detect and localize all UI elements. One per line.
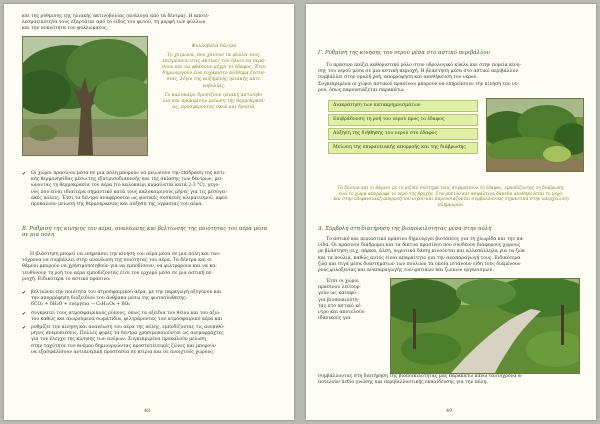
section-g-paragraph — [318, 63, 580, 94]
note-line: σουν και να φθάσουν μέχρι το έδαφος. Έτσι — [161, 65, 267, 71]
tree-photo-illustration — [23, 37, 147, 155]
text-line: ζώα και σιγά μέσα διαστημάτων των πουλιών τα οποία ιστάνουν είδη τους διαμένουν — [318, 261, 521, 267]
left-page — [4, 4, 294, 420]
note-line: σιάς, λόγω της αυξημένης ηλιακής ακτι- — [166, 77, 262, 83]
effect-item: Μείωση της επιφανειακής απορροής και της διάβρωσης — [328, 142, 478, 154]
text-line: με βλάστηση (π.χ. πάρκα, άλση, αγροτικά δάση) κινούνται και αλλεπάλληλα για τα ζώα — [318, 249, 525, 255]
text-line: τας στο αστικό κέ- — [318, 303, 363, 309]
text-line: ώνοντας τη θερμοκρασία του αέρα (το καλοκαίρι κυμαίνεται κατά 2-3 °C), γεγο- — [31, 183, 220, 189]
text-line: Το πράσινο παίζει καθοριστικό ρόλο στον υδρολογικό κύκλο και στην πορεία κίνη- — [326, 63, 521, 68]
text-line: Οι χώροι πρασίνου μέσα σε μια πόλη μπορούν να μειώσουν την επίδραση της αστι- — [31, 171, 226, 176]
note-line: λία και προκαλούν μείωση της θερμοκρασί- — [162, 98, 266, 104]
park-path-photo — [390, 278, 580, 374]
text-line: Έτσι οι χώροι — [326, 279, 359, 284]
caption-line: πλημμυρών. — [437, 202, 465, 208]
section-b-bullets — [22, 290, 278, 356]
text-line: ακές πόλεις. Έτσι τα δέντρα αναφέρονται ως φυσικές συσκευές κλιματισμού, αφού — [31, 195, 228, 201]
right-page — [306, 4, 596, 420]
text-line: πρασίνου λειτουρ- — [318, 285, 362, 291]
note-line: δημιουργούν ένα ευχάριστο αίσθημα ζεστα- — [162, 71, 266, 77]
text-line: και της ρύθμισης της ηλιακής ακτινοβολίας (ανάλογα από τα δέντρα). Η αποτε- — [22, 14, 210, 19]
text-line: ντρο και αποτελούν — [318, 310, 365, 316]
caption-line: και στην επιφανειακή απορροή του νερού και παρουσιάζονται συμβάλλοντας σημαντικά στην υπερχείλιση — [333, 197, 569, 203]
text-line: τευθύνουν τη ροή του αέρα εμποδίζοντας έτσι τον ερχομό μέσα σε μια αστική πε- — [22, 270, 213, 276]
section-d-tail — [318, 374, 580, 386]
intro-paragraph — [22, 14, 278, 33]
section-d-wrap-text — [318, 279, 386, 322]
text-line: και την πυκνότητα του φυλλώματος. — [22, 26, 108, 32]
text-line: για βιοποικιλότη- — [318, 297, 360, 303]
section-b-heading — [22, 226, 280, 238]
water-effects-list — [328, 100, 478, 156]
text-line: τόχρονα να συμβάλλει στην ανανέωση της ποιότητας του αέρα. Τα δέντρα και οι — [22, 258, 212, 264]
text-line: νός που είναι ιδιαίτερα σημαντικό κατά τους καλοκαιρινούς μήνες για τις μεσογει- — [31, 189, 228, 195]
bullet-pollutants: ✔ συγκρατεί τους ατμοσφαιρικούς ρύπους, όπως τα οξείδια του θείου και του αζώ- του καθώς και αιωρούμενα σωματίδια, φιλτράροντας τον ατμοσφαιρικό αέρα και — [22, 311, 278, 323]
page-number: 49 — [446, 408, 453, 414]
note-line: νοβολίας. — [202, 83, 226, 89]
text-line: ιδανικούς για — [318, 316, 351, 322]
heading-line: Δ. Συμβολή στη διατήρηση της βιοποικιλότητας μέσα στην πόλη — [318, 226, 492, 232]
water-caption — [318, 186, 584, 208]
text-line: λεσματικότητα τους εξαρτάται από το είδος του φυτού, τη μορφή των φύλλων — [22, 20, 206, 26]
effect-item: Αύξηση της διήθησης του νερού στο έδαφος — [328, 128, 478, 140]
bullet-cooling — [22, 171, 278, 208]
page-number: 48 — [144, 408, 151, 414]
heading-line: σε μια πόλη — [22, 232, 55, 238]
text-line: Η βλάστηση μπορεί να επηρεάσει την κίνηση του αέρα μέσα σε μια πόλη και ταυ- — [30, 252, 221, 257]
effect-item: Διακράτηση των κατακρημνισμάτων — [328, 100, 478, 112]
tree-photo — [22, 36, 148, 156]
text-line: ρού, όπως παρουσιάζεται παρακάτω: — [318, 87, 405, 93]
text-line: ριοχή. Ειδικότερα το αστικό πράσινο: — [22, 276, 111, 282]
heading-line: Β. Ρύθμιση της κίνησης του αέρα, ανανέωσης και βελτίωσης της ποιότητας του αέρα μέσα — [22, 226, 268, 232]
text-line: προκαλούν μείωση της θερμοκρασίας και αύξηση της υγρασίας του αέρα. — [31, 202, 203, 208]
effect-item: Επιβράδυνση τη ροή του νερού προς το έδαφος — [328, 114, 478, 126]
section-g-heading — [318, 50, 580, 56]
text-line: νίδα. Οι πράσινοι διάδρομοι και τα δίκτυα πρασίνου που συνδέουν διάφορους χώρους — [318, 243, 521, 249]
text-line: Συγκεκριμένα οι χώροι αστικού πρασίνου μπορούν να επηρεάσουν την κίνηση του νε- — [318, 81, 519, 87]
deciduous-trees-note — [152, 44, 276, 111]
section-d-heading — [318, 226, 580, 232]
text-line: ποτελούν πεδίο γνώσης και περιβαλλοντικής εκπαίδευσης για την πόλη. — [318, 380, 488, 386]
text-line: θάμνοι μπορούν να χρησιμοποιηθούν για να εμποδίσουν, να φιλτράρουν και να κα- — [22, 264, 217, 270]
bullet-air-quality: ✔ βελτιώνει την ποιότητα του ατμοσφαιρικού αέρα, με την παραγωγή οξυγόνου και την απορρόφηση διοξειδίου του άνθρακα μέσω της φωτοσύνθεσης: 6CO₂ + 6H₂O + ενέργεια → C₆H₁₂O₆ + 6O₂ — [22, 290, 278, 309]
text-line: σης του νερού μέσα σε μια αστική περιοχή. Η βλάστηση μέσα στο αστικό περιβάλλον — [318, 69, 519, 75]
text-line: και τα πουλιά, καθώς αυτός είναι απαραίτητο για την αναπαραγωγή τους. Ειδικότερα — [318, 255, 521, 261]
text-line: συμβάλλει στην ομαλή ροή, απορρόφηση και αποθήκευση του νερού. — [318, 75, 478, 81]
note-line: επιτρέπουν στις ακτίνες του ήλιου να περά- — [162, 59, 266, 65]
text-line: ρους φιλοξενίας και αναπαραγωγής των φυτικών και ζωικών οργανισμών. — [318, 268, 494, 274]
note-line: Το καλοκαίρι δροσίζουν ηλιακή ακτινοβο- — [164, 92, 264, 98]
heading-line: Γ. Ρύθμιση της κίνησης του νερού μέσα στο αστικό περιβάλλον — [318, 50, 490, 56]
text-line: γούν ως καταφύ- — [318, 291, 358, 297]
photosynthesis-equation: 6CO₂ + 6H₂O + ενέργεια → C₆H₁₂O₆ + 6O₂ — [31, 302, 131, 308]
caption-line: ενώ το χώμα απορροφά το νερό της βροχής. Στα μπετόν και ασφάλτινα δάπεδα αποθηκεύεται το νερό, — [338, 191, 564, 197]
note-title: Φυλλοβόλα δέντρα — [191, 44, 237, 49]
caption-line: Τα δέντρα και οι θάμνοι με το ριζικό σύστημα τους συγκρατούν το έδαφος, εμποδίζοντας τη διάβρωση, — [337, 186, 565, 191]
section-b-paragraph — [22, 252, 278, 283]
park-path-illustration — [391, 279, 579, 373]
text-line: Το αστικό και περιαστικό πράσινο δημιουργεί βιοτόπους για τη χλωρίδα και την πα- — [326, 237, 525, 242]
shrubs-photo-illustration — [487, 99, 583, 171]
note-line: ας, προσφέροντας σκιά και δροσιά. — [172, 104, 256, 110]
bullet-wind: ✔ ρυθμίζει την κίνηση και ανανέωση του αέρα της πόλης, εμποδίζοντας τις ανεπιθύ- μητες ανεμοπιέσεις. Πολλές φορές τα δέντρα χρησιμοποιούνται ως ανεμοφράχτες για τον έλεγχο της κίνησης των ανέμων. Συγκεκριμένα προκαλούν μείωση στην ταχύτητα του ανέμου δημιουργώντας προστατευτικές ζώνες και μπορούν να εξασφαλίσουν αντιανεμική προστασία σε κτίρια και σε ανοιχτούς χώρους. — [22, 325, 278, 356]
text-line: συμβάλλοντας στη διατήρηση της βιοποικιλότητας μας παρακάτω κάνω ταυτόχρονα α- — [318, 374, 523, 379]
text-line: κής θερμονησίδας μέσω της εξατμισοδιαπνοής και της σκίασης των δέντρων, μει- — [31, 177, 224, 183]
section-d-paragraph — [318, 237, 580, 274]
shrubs-photo — [486, 98, 584, 172]
note-line: Το χειμώνα, που χάνουν τα φύλλα τους, — [166, 53, 262, 59]
